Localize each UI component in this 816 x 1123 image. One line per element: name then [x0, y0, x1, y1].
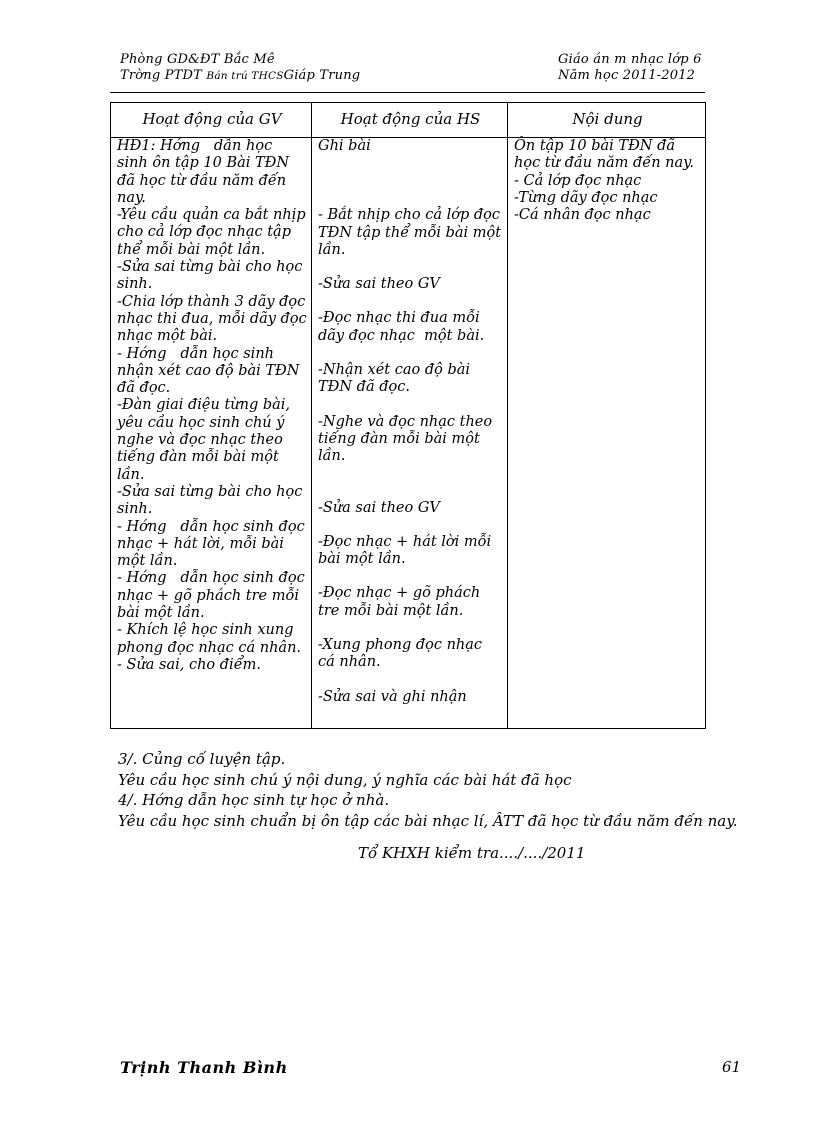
- school-small: Bán trú THCS: [206, 70, 284, 82]
- nd-line-4: -Cá nhân đọc nhạc: [514, 207, 651, 224]
- school-prefix: Trờng PTDT: [120, 68, 203, 83]
- teacher-activity-cell: [111, 138, 312, 729]
- gv-step-5: - Hớng dẫn học sinh nhận xét cao độ bài TĐN đã đọc.: [117, 345, 305, 397]
- nd-line-3: -Từng dãy đọc nhạc: [514, 189, 658, 206]
- gv-step-8: - Hớng dẫn học sinh đọc nhạc + hát lời, mỗi bài một lần.: [117, 518, 310, 570]
- school-year: Năm học 2011-2012: [558, 68, 696, 83]
- header-teacher-activity: Hoạt động của GV: [111, 103, 312, 138]
- lesson-plan-title: Giáo án m nhạc lớp 6: [558, 52, 702, 67]
- table-header-row: [111, 103, 706, 138]
- hs-step-7: -Sửa sai theo GV: [318, 499, 440, 516]
- gv-step-4: -Chia lớp thành 3 dãy đọc nhạc thi đua, mỗi dãy đọc nhạc một bài.: [117, 293, 312, 345]
- gv-step-7: -Sửa sai từng bài cho học sinh.: [117, 483, 307, 518]
- header-left: [120, 52, 360, 84]
- table-row: [111, 138, 706, 729]
- review-line: Tổ KHXH kiểm tra..../..../2011: [358, 844, 586, 862]
- hs-step-10: -Xung phong đọc nhạc cá nhân.: [318, 637, 487, 671]
- hs-step-3: -Sửa sai theo GV: [318, 276, 440, 293]
- hs-step-5: -Nhận xét cao độ bài TĐN đã đọc.: [318, 362, 475, 396]
- hs-step-8: -Đọc nhạc + hát lời mỗi bài một lần.: [318, 533, 496, 568]
- gv-step-3: -Sửa sai từng bài cho học sinh.: [117, 259, 307, 293]
- hs-step-6: -Nghe và đọc nhạc theo tiếng đàn mỗi bài một lần.: [318, 413, 497, 465]
- nd-line-1: Ôn tập 10 bài TĐN đã học từ đầu năm đến nay.: [514, 138, 695, 172]
- hs-step-4: -Đọc nhạc thi đua mỗi dãy đọc nhạc một bài.: [318, 310, 485, 344]
- school-name: [120, 68, 360, 84]
- page-number: 61: [722, 1058, 742, 1076]
- gv-step-1: HĐ1: Hớng dẫn học sinh ôn tập 10 Bài TĐN đã học từ đầu năm đến nay.: [117, 138, 294, 206]
- header-student-activity: Hoạt động của HS: [312, 103, 508, 138]
- gv-step-6: -Đàn giai điệu từng bài, yêu cầu học sinh chú ý nghe và đọc nhạc theo tiếng đàn mỗi bài một lần.: [117, 397, 295, 483]
- gv-step-11: - Sửa sai, cho điểm.: [117, 656, 261, 673]
- section-3-heading: 3/. Củng cố luyện tập.: [118, 750, 286, 768]
- department-name: Phòng GD&ĐT Bắc Mê: [120, 52, 275, 67]
- section-4-text: Yêu cầu học sinh chuẩn bị ôn tập các bài nhạc lí, ÂTT đã học từ đầu năm đến nay.: [118, 811, 738, 830]
- section-3-text: Yêu cầu học sinh chú ý nội dung, ý nghĩa các bài hát đã học: [118, 770, 572, 789]
- section-4-heading: 4/. Hớng dẫn học sinh tự học ở nhà.: [118, 791, 390, 809]
- school-suffix: Giáp Trung: [283, 68, 361, 83]
- nd-line-2: - Cả lớp đọc nhạc: [514, 172, 642, 189]
- gv-step-2: -Yêu cầu quản ca bắt nhịp cho cả lớp đọc nhạc tập thể mỗi bài một lần.: [117, 207, 311, 258]
- content-cell: [508, 138, 706, 729]
- lesson-table: [110, 102, 706, 729]
- hs-step-2: - Bắt nhịp cho cả lớp đọc TĐN tập thể mỗi bài một lần.: [318, 207, 506, 258]
- student-activity-cell: [312, 138, 508, 729]
- header-right: [558, 52, 702, 84]
- lesson-closing: [118, 749, 738, 831]
- hs-step-1: Ghi bài: [318, 138, 371, 154]
- gv-step-9: - Hớng dẫn học sinh đọc nhạc + gõ phách tre mỗi bài một lần.: [117, 570, 310, 622]
- gv-step-10: - Khích lệ học sinh xung phong đọc nhạc cá nhân.: [117, 622, 302, 656]
- author-signature: Trịnh Thanh Bình: [120, 1058, 288, 1077]
- hs-step-11: -Sửa sai và ghi nhận: [318, 688, 467, 705]
- hs-step-9: -Đọc nhạc + gõ phách tre mỗi bài một lần.: [318, 585, 485, 619]
- header-content: Nội dung: [508, 103, 706, 138]
- header-rule: [110, 92, 705, 93]
